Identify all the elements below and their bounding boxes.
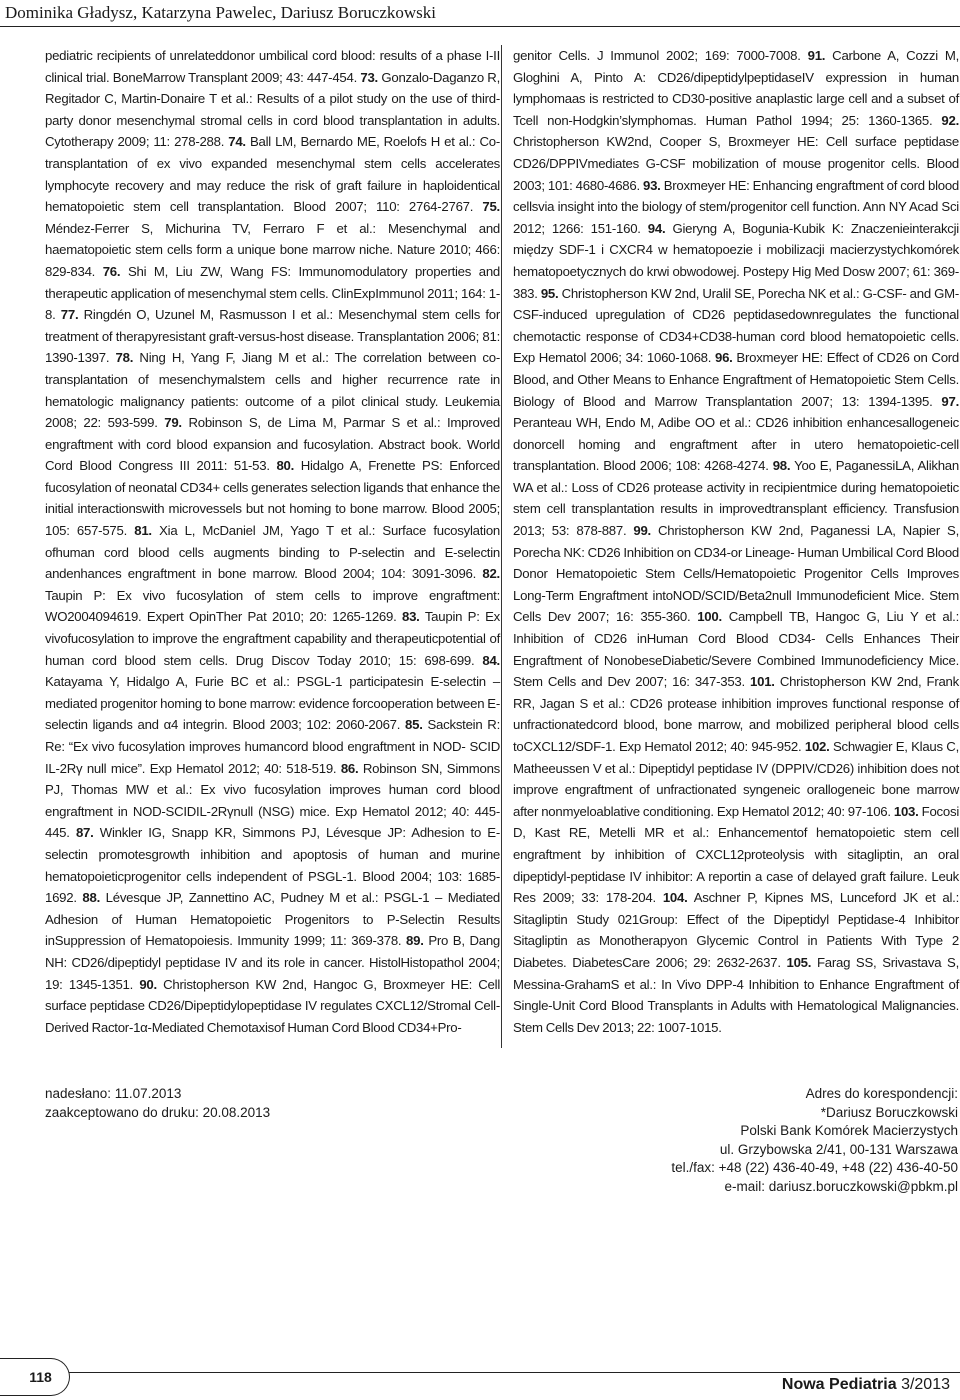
- reference-number: 92.: [941, 112, 960, 128]
- reference-text: Shi M, Liu ZW, Wang FS: Immunomodulatory properties and therapeutic application of mesenchymal stem cells. ClinExpImmunol 2011; 164: 1-8.: [45, 263, 500, 323]
- reference-text: Campbell TB, Hangoc G, Liu Y et al.: Inhibition of CD26 inHuman Cord Blood CD34- Cells Enhances Their Engraftment of NonobeseDiabetic/Severe Combined Immunodeficiency Mice. Stem Cells and Dev 2007; 16: 347-353.: [513, 609, 959, 690]
- column-divider: [501, 45, 502, 1048]
- correspondence-email: e-mail: dariusz.boruczkowski@pbkm.pl: [724, 1178, 958, 1194]
- reference-text: Christopherson KW2nd, Cooper S, Broxmeyer HE: Cell surface peptidase CD26/DPPIVmediates G-CSF mobilization of mouse progenitor cells. Blood 2003; 101: 4680-4686.: [513, 134, 959, 193]
- reference-text: Christopherson KW 2nd, Hangoc G, Broxmeyer HE: Cell surface peptidase CD26/Dipeptidylopeptidase IV regulates CXCL12/Stromal Cell-Derived Ractor-1α-Mediated Chemotaxisof Human Cord Blood CD34+Pro-: [45, 976, 500, 1035]
- reference-number: 83.: [402, 609, 420, 625]
- reference-number: 76.: [102, 263, 121, 279]
- correspondence-institution: Polski Bank Komórek Macierzystych: [740, 1123, 958, 1138]
- received-date: nadesłano: 11.07.2013: [45, 1086, 182, 1101]
- reference-number: 88.: [82, 890, 101, 906]
- correspondence-phone: tel./fax: +48 (22) 436-40-49, +48 (22) 436-40-50: [671, 1160, 958, 1175]
- reference-number: 82.: [482, 566, 500, 582]
- reference-text: Ning H, Yang F, Jiang M et al.: The correlation between co-transplantation of mesenchymalstem cells and higher recurrence rate in hematologic malignancy patients: outcome of a pilot clinical study. Leukemia 2008; 22: 593-599.: [45, 350, 501, 431]
- reference-number: 84.: [482, 652, 500, 668]
- reference-text: Taupin P: Ex vivofucosylation to improve the engraftment capability and therapeuticpotential of human cord blood stem cells. Drug Discov Today 2010; 15: 698-699.: [45, 609, 501, 668]
- reference-text: Focosi D, Kast RE, Metelli MR et al.: Enhancementof hematopoietic stem cell engraftment by inhibition of CXCL12proteolysis with sitagliptin, an oral dipeptidyl-peptidase IV inhibitor: A reportin a case of delayed graft failure. Leuk Res 2009; 33: 178-204.: [513, 803, 959, 906]
- reference-number: 79.: [164, 415, 182, 431]
- reference-text: Schwagier E, Klaus C, Matheeussen V et al.: Dipeptidyl peptidase IV (DPPIV/CD26) inhibition does not improve engraftment of unfractionated syngeneic orallogeneic bone marrow after nonmyeloablative conditioning. Exp Hematol 2012; 40: 97-106.: [513, 739, 959, 819]
- reference-number: 96.: [715, 350, 733, 366]
- reference-number: 98.: [772, 458, 791, 474]
- reference-text: Christopherson KW 2nd, Paganessi LA, Napier S, Porecha NK: CD26 Inhibition on CD34-or Lineage- Human Umbilical Cord Blood Donor Hematopoietic Stem Cells/Hematopoietic Progenitor Cells Improves Long-Term Engraftment intoNOD/SCID/Beta2null Immunodeficient Mice. Stem Cells Dev 2007; 16: 355-360.: [513, 523, 959, 625]
- header-divider: [0, 26, 960, 27]
- page-number: 118: [29, 1369, 52, 1385]
- reference-text: Robinson SN, Simmons PJ, Thomas MW et al.: Ex vivo fucosylation improves human cord blood engraftment in NOD-SCIDIL-2Rγnull (NSG) mice. Exp Hematol 2012; 40: 445-445.: [45, 760, 501, 841]
- reference-text: pediatric recipients of unrelateddonor umbilical cord blood: results of a phase I-II clinical trial. BoneMarrow Transplant 2009; 43: 447-454.: [45, 48, 500, 85]
- reference-text: Aschner P, Kipnes MS, Lunceford JK et al.: Sitagliptin Study 021Group: Effect of the Dipeptidyl Peptidase-4 Inhibitor Sitagliptin as Monotherapyon Glycemic Control in Patients With Type 2 Diabetes. DiabetesCare 2006; 29: 2632-2637.: [513, 890, 959, 970]
- reference-number: 87.: [75, 825, 94, 841]
- reference-number: 90.: [139, 976, 157, 992]
- reference-text: Peranteau WH, Endo M, Adibe OO et al.: CD26 inhibition enhancesallogeneic donorcell homing and engraftment after in utero hematopoietic-cell transplantation. Blood 2006; 108: 4268-4274.: [513, 415, 959, 474]
- reference-text: Broxmeyer HE: Enhancing engraftment of cord blood cellsvia insight into the biology of stem/progenitor cell function. Ann NY Acad Sci 2012; 1266: 151-160.: [513, 177, 959, 236]
- accepted-date: zaakceptowano do druku: 20.08.2013: [45, 1104, 271, 1120]
- journal-name: Nowa Pediatria: [781, 1376, 897, 1393]
- reference-number: 74.: [228, 134, 246, 150]
- reference-text: genitor Cells. J Immunol 2002; 169: 7000-7008.: [513, 48, 801, 63]
- reference-number: 75.: [482, 199, 500, 215]
- reference-number: 104.: [662, 890, 688, 906]
- correspondence-street: ul. Grzybowska 2/41, 00-131 Warszawa: [719, 1141, 958, 1157]
- reference-number: 81.: [134, 523, 152, 539]
- reference-text: Gieryng A, Bogunia-Kubik K: Znaczenieinterakcji między SDF-1 i CXCR4 w hematopoezie i mobilizacji macierzystychkomórek hematopoetycznych do krwi obwodowej. Postepy Hig Med Dosw 2007; 61: 369-383.: [513, 220, 959, 301]
- reference-text: Katayama Y, Hidalgo A, Furie BC et al.: PSGL-1 participatesin E-selectin – mediated progenitor homing to bone marrow: evidence forcooperation between E-selectin ligands and α4 integrin. Blood 2003; 102: 2060-2067.: [45, 674, 500, 733]
- reference-text: Robinson S, de Lima M, Parmar S et al.: Improved engraftment with cord blood expansion and fucosylation. Abstract book. World Cord Blood Congress III 2011: 51-53.: [45, 415, 500, 474]
- reference-number: 93.: [643, 177, 661, 193]
- reference-number: 103.: [893, 803, 919, 819]
- reference-number: 77.: [60, 307, 79, 323]
- reference-text: Xia L, McDaniel JM, Yago T et al.: Surface fucosylation ofhuman cord blood cells augments binding to P-selectin and E-selectin andenhances engraftment in bone marrow. Blood 2004; 104: 3091-3096.: [45, 523, 500, 582]
- reference-text: Hidalgo A, Frenette PS: Enforced fucosylation of neonatal CD34+ cells generates selection ligands that enhance the initial interactionswith microvessels but not homing to bone marrow. Blood 2005; 105: 657-575.: [45, 458, 500, 539]
- reference-text: Sackstein R: Re: “Ex vivo fucosylation improves humancord blood engraftment in NOD- SCID IL-2Rγ null mice”. Exp Hematol 2012; 40: 518-519.: [45, 717, 500, 776]
- reference-number: 101.: [750, 674, 775, 690]
- reference-text: Carbone A, Cozzi M, Gloghini A, Pinto A: CD26/dipeptidylpeptidaseIV expression in human lymphomaas is restricted to CD30-positive anaplastic large cell and a subset of Tcell non-Hodgkin’slymphomas. Human Pathol 1994; 25: 1360-1365.: [513, 48, 960, 128]
- references-right-column: [513, 45, 959, 1038]
- page-number-tab: [0, 1358, 70, 1396]
- reference-number: 99.: [633, 523, 651, 539]
- reference-number: 100.: [697, 609, 722, 625]
- reference-text: Taupin P: Ex vivo fucosylation of stem cells to improve engraftment: WO2004094619. Expert OpinTher Pat 2010; 20: 1265-1269.: [45, 587, 500, 625]
- reference-number: 86.: [340, 760, 359, 776]
- reference-text: Farag SS, Srivastava S, Messina-GrahamS et al.: In Vivo DPP-4 Inhibition to Enhance Engraftment of Single-Unit Cord Blood Transplants in Adults with Hematological Malignancies. Stem Cells Dev 2013; 22: 1007-1015.: [513, 954, 960, 1035]
- reference-number: 105.: [786, 954, 812, 970]
- reference-number: 73.: [360, 69, 378, 85]
- reference-text: Lévesque JP, Zannettino AC, Pudney M et al.: PSGL-1 – Mediated Adhesion of Human Hematopoietic Progenitors to P-Selectin Results inSuppression of Hematopoiesis. Immunity 1999; 11: 369-378.: [45, 890, 501, 949]
- reference-text: Pro B, Dang NH: CD26/dipeptidyl peptidase IV and its role in cancer. HistolHistopathol 2004; 19: 1345-1351.: [45, 933, 500, 992]
- reference-text: Winkler IG, Snapp KR, Simmons PJ, Lévesque JP: Adhesion to E-selectin promotesgrowth inhibition and apoptosis of human and murine hematopoieticprogenitor cells independent of PSGL-1. Blood 2004; 103: 1685-1692.: [45, 825, 500, 906]
- correspondence-name: *Dariusz Boruczkowski: [820, 1104, 958, 1120]
- submission-dates: [45, 1085, 270, 1122]
- reference-text: Christopherson KW 2nd, Frank RR, Jagan S et al.: CD26 protease inhibition improves functional response of unfractionatedcord blood, bone marrow, and mobilized peripheral blood cells toCXCL12/SDF-1. Exp Hematol 2012; 40: 945-952.: [513, 674, 959, 754]
- journal-issue: 3/2013: [901, 1376, 950, 1393]
- reference-number: 89.: [406, 933, 424, 949]
- reference-text: Gonzalo-Daganzo R, Regitador C, Martin-Donaire T et al.: Results of a pilot study on the use of third-party donor mesenchymal stromal cells in cord blood transplantation in adults. Cytotherapy 2009; 11: 278-288.: [45, 69, 500, 150]
- reference-text: Broxmeyer HE: Effect of CD26 on Cord Blood, and Other Means to Enhance Engraftment of Hematopoietic Stem Cells. Biology of Blood and Marrow Transplantation 2007; 13: 1394-1395.: [513, 350, 960, 409]
- reference-number: 78.: [115, 350, 134, 366]
- reference-number: 94.: [647, 220, 666, 236]
- reference-number: 85.: [405, 717, 423, 733]
- running-header-authors: Dominika Gładysz, Katarzyna Pawelec, Dariusz Boruczkowski: [5, 3, 437, 22]
- reference-number: 80.: [276, 458, 295, 474]
- reference-number: 102.: [804, 739, 830, 754]
- reference-text: Yoo E, PaganessiLA, Alikhan WA et al.: Loss of CD26 protease activity in recipientmice during hematopoietic stem cell transplantation results in improvedtransplant efficiency. Transfusion 2013; 53: 878-887.: [513, 458, 959, 539]
- references-left-column: [45, 45, 500, 1038]
- correspondence-address: [671, 1085, 958, 1196]
- reference-text: Ball LM, Bernardo ME, Roelofs H et al.: Co-transplantation of ex vivo expanded mesenchymal stem cells accelerates lymphocyte recovery and may reduce the risk of graft failure in haploidentical hematopoietic stem cell transplantation. Blood 2007; 110: 2764-2767.: [45, 134, 500, 215]
- reference-text: Christopherson KW 2nd, Uralil SE, Porecha NK et al.: G-CSF- and GM-CSF-induced upregulation of CD26 peptidasedownregulates the functional chemotactic response of CD34+CD38-human cord blood hematopoietic cells. Exp Hematol 2006; 34: 1060-1068.: [513, 285, 959, 366]
- reference-text: Méndez-Ferrer S, Michurina TV, Ferraro F et al.: Mesenchymal and haematopoietic stem cells form a unique bone marrow niche. Nature 2010; 466: 829-834.: [45, 220, 500, 279]
- footer-journal: [776, 1376, 950, 1394]
- reference-number: 95.: [540, 285, 559, 301]
- reference-number: 91.: [807, 48, 826, 63]
- footer-divider: [0, 1372, 960, 1373]
- correspondence-heading: Adres do korespondencji:: [805, 1086, 958, 1101]
- reference-number: 97.: [941, 393, 959, 409]
- reference-text: Ringdén O, Uzunel M, Rasmusson I et al.: Mesenchymal stem cells for treatment of therapyresistant graft-versus-host disease. Transplantation 2006; 81: 1390-1397.: [45, 307, 500, 366]
